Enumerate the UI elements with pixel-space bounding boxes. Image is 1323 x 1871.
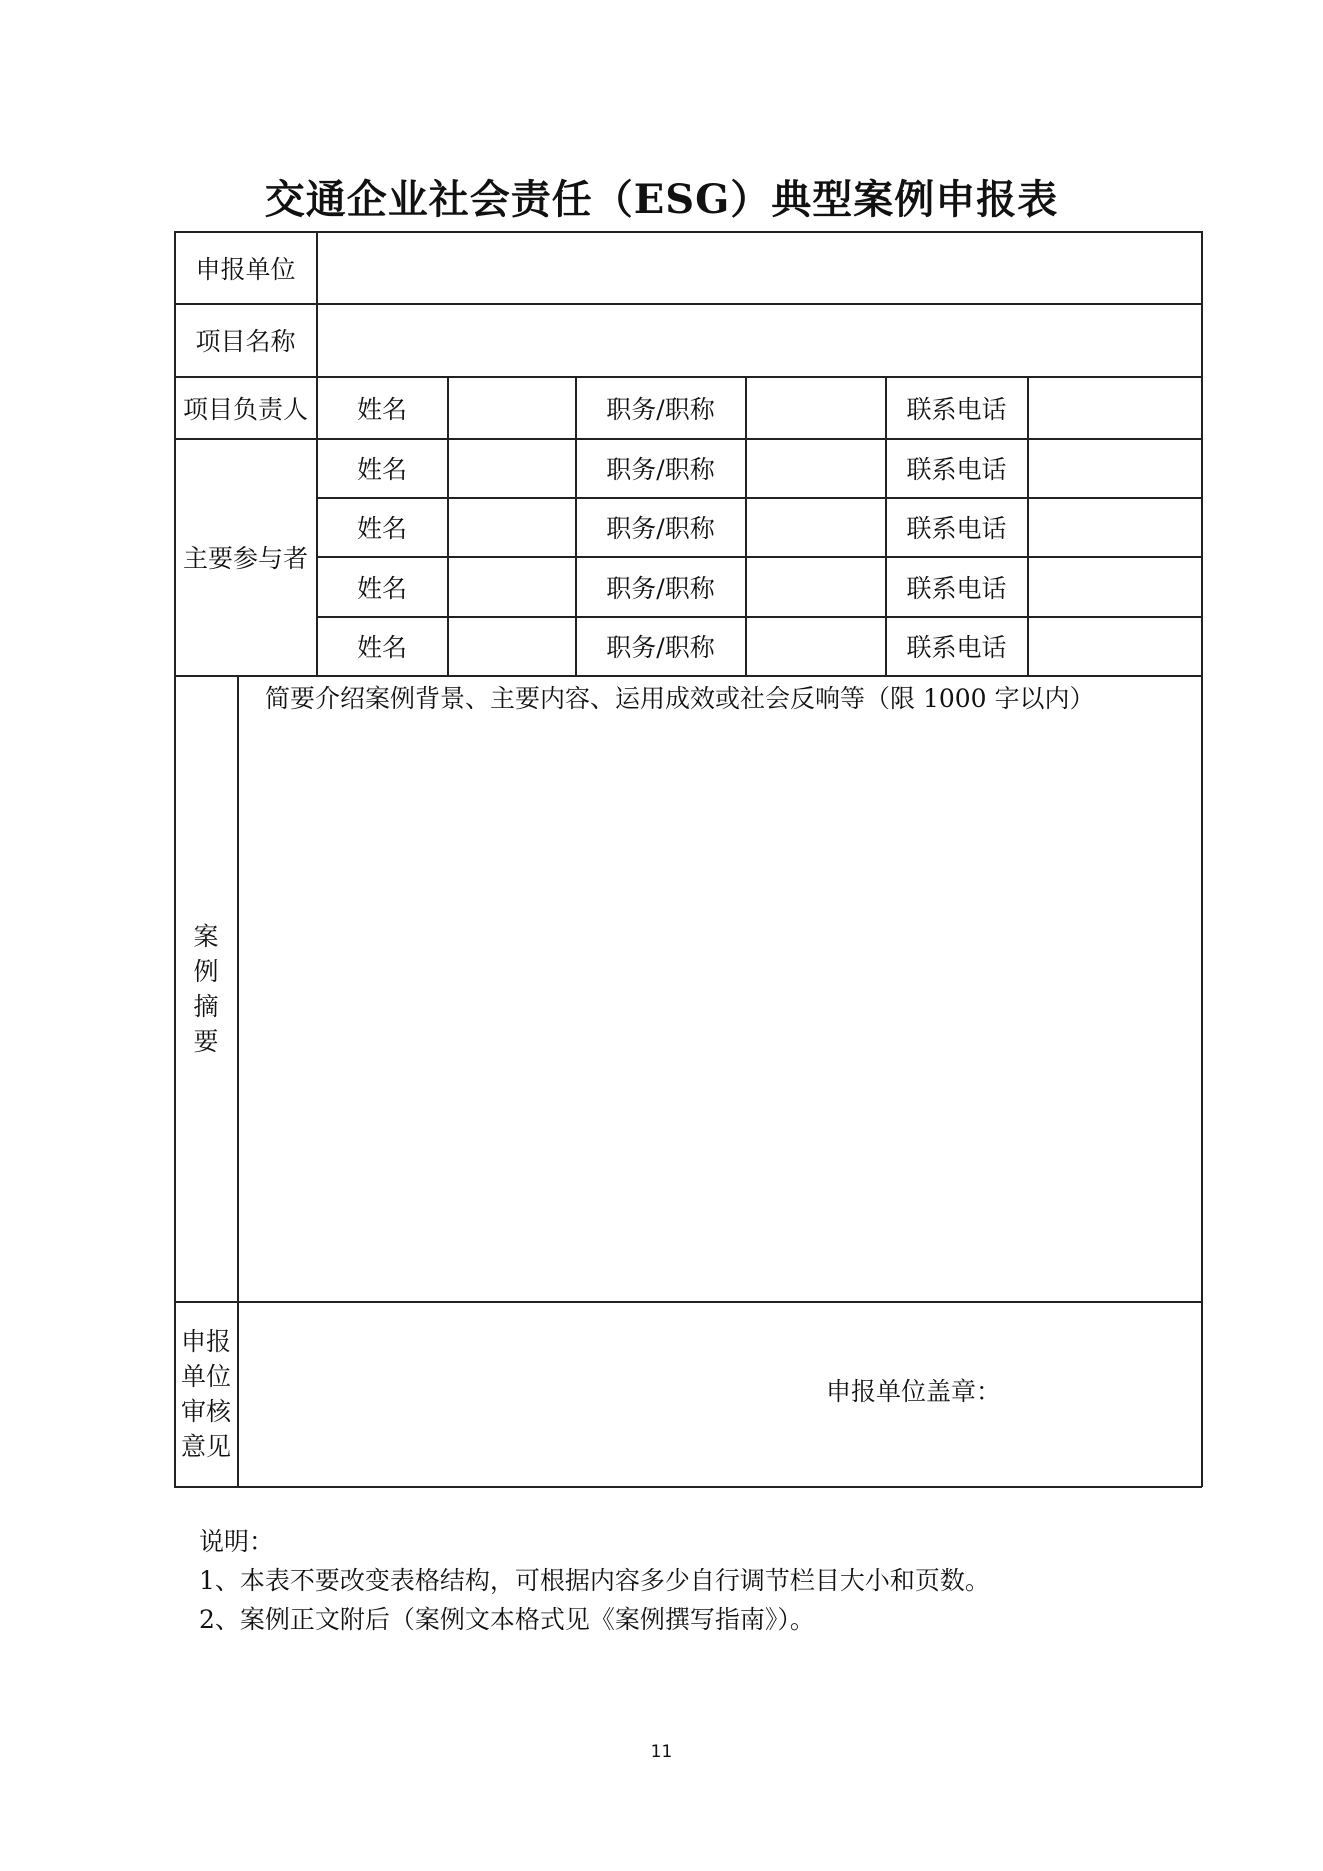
opinion-label-line: 意见 (180, 1432, 231, 1461)
leader-phone-input[interactable] (1029, 378, 1200, 437)
participant-position-input[interactable] (747, 558, 884, 615)
participant-phone-label: 联系电话 (906, 633, 1007, 662)
project-name-label: 项目名称 (195, 327, 296, 356)
participant-phone-label: 联系电话 (906, 573, 1007, 603)
notes-heading: 说明： (199, 1527, 275, 1556)
participant-name-input[interactable] (449, 499, 574, 555)
participant-position-label: 职务/职称 (606, 633, 715, 662)
opinion-label-line: 审核 (180, 1397, 231, 1426)
page-title: 交通企业社会责任（ESG）典型案例申报表 (264, 176, 1059, 223)
table-border-right (1201, 231, 1203, 1487)
participant-position-input[interactable] (747, 499, 884, 555)
participant-position-label: 职务/职称 (606, 573, 715, 603)
participant-phone-label: 联系电话 (906, 455, 1007, 484)
table-rule (174, 675, 1202, 677)
leader-name-input[interactable] (449, 378, 574, 437)
leader-name-label: 姓名 (356, 394, 407, 424)
summary-label-char: 摘 (193, 991, 219, 1021)
opinion-label (175, 1302, 237, 1486)
note-item: 1、本表不要改变表格结构，可根据内容多少自行调节栏目大小和页数。 (199, 1566, 990, 1595)
notes (199, 1522, 990, 1639)
participant-name-label: 姓名 (356, 514, 407, 543)
participant-name-input[interactable] (449, 440, 574, 496)
participant-phone-input[interactable] (1029, 440, 1200, 496)
participant-phone-input[interactable] (1029, 558, 1200, 615)
participant-name-label: 姓名 (356, 573, 407, 603)
participant-position-label: 职务/职称 (606, 514, 715, 543)
opinion-input[interactable] (239, 1303, 1200, 1485)
summary-label (175, 676, 237, 1301)
participant-phone-input[interactable] (1029, 618, 1200, 674)
leader-position-label: 职务/职称 (606, 394, 715, 424)
summary-input[interactable] (239, 716, 1200, 1300)
summary-label-char: 例 (193, 956, 219, 986)
unit-label: 申报单位 (195, 254, 296, 284)
seal-label: 申报单位盖章： (826, 1377, 1002, 1406)
note-item: 2、案例正文附后（案例文本格式见《案例撰写指南》）。 (199, 1605, 815, 1634)
opinion-label-line: 单位 (180, 1362, 231, 1391)
table-border-bottom (174, 1486, 1202, 1488)
participants-label: 主要参与者 (182, 544, 308, 573)
unit-input[interactable] (318, 233, 1200, 302)
participant-position-input[interactable] (747, 618, 884, 674)
opinion-label-line: 申报 (180, 1327, 231, 1356)
participant-phone-label: 联系电话 (906, 514, 1007, 543)
leader-position-input[interactable] (747, 378, 884, 437)
participant-phone-input[interactable] (1029, 499, 1200, 555)
participant-position-input[interactable] (747, 440, 884, 496)
participant-name-input[interactable] (449, 558, 574, 615)
participant-name-label: 姓名 (356, 633, 407, 662)
leader-phone-label: 联系电话 (906, 394, 1007, 424)
participant-name-label: 姓名 (356, 455, 407, 484)
page-number: 11 (650, 1742, 673, 1762)
summary-label-char: 案 (193, 921, 219, 951)
participant-name-input[interactable] (449, 618, 574, 674)
summary-hint: 简要介绍案例背景、主要内容、运用成效或社会反响等（限 1000 字以内） (265, 684, 1095, 713)
leader-label: 项目负责人 (182, 394, 308, 424)
participant-position-label: 职务/职称 (606, 455, 715, 484)
project-name-input[interactable] (318, 305, 1200, 375)
summary-label-char: 要 (193, 1026, 219, 1056)
